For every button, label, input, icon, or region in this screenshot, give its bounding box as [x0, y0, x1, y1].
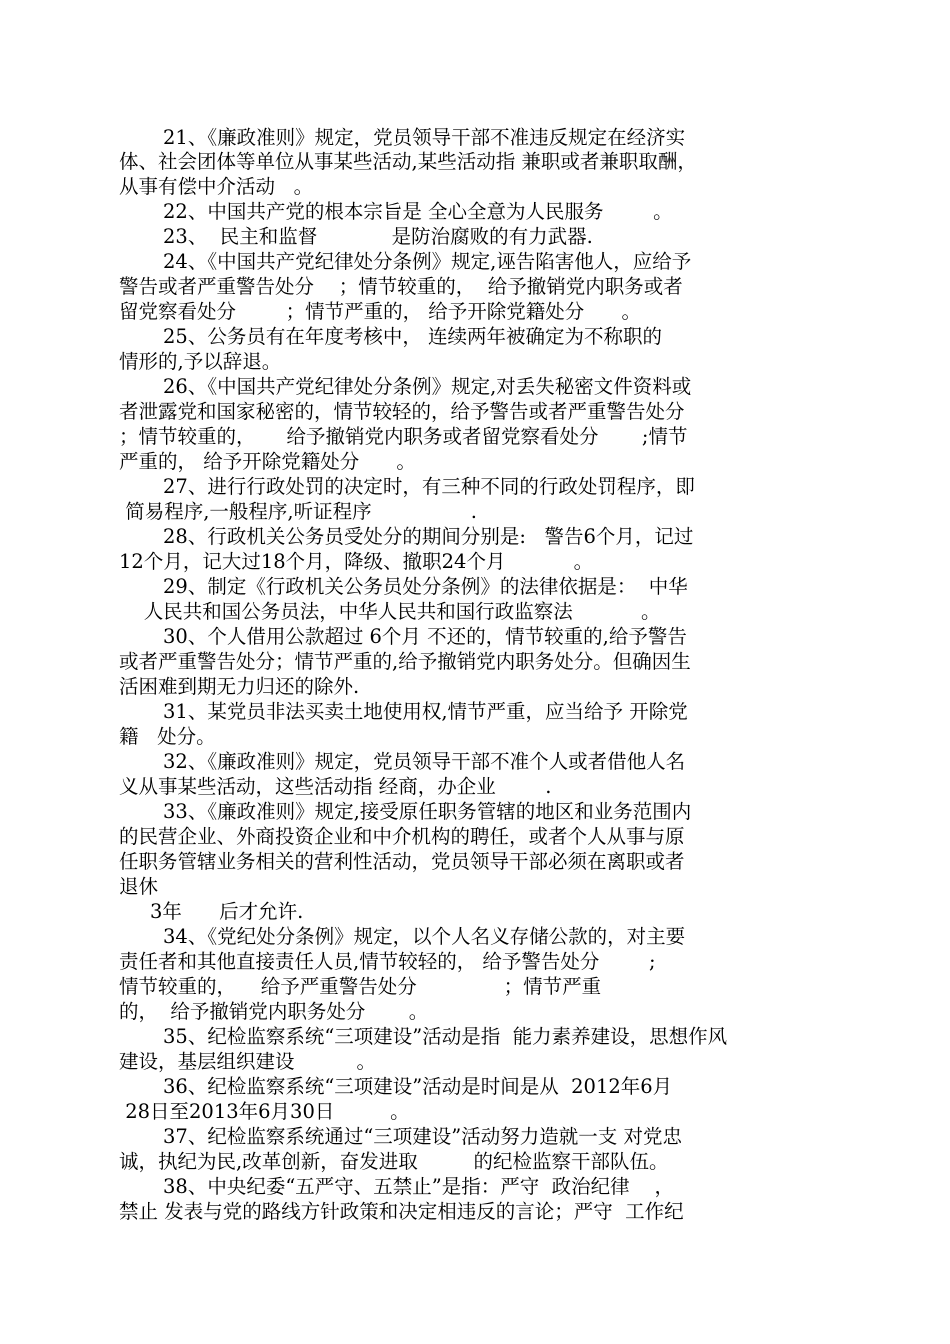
- text-line: 29、制定《行政机关公务员处分条例》的法律依据是： 中华: [163, 575, 688, 598]
- text-line: 严重的， 给予开除党籍处分 。: [119, 450, 416, 473]
- text-line: 21、《廉政准则》规定，党员领导干部不准违反规定在经济实: [163, 126, 686, 149]
- text-line: 3年 后才允许.: [119, 900, 304, 923]
- text-line: 28、行政机关公务员受处分的期间分别是: 警告6个月，记过: [163, 525, 694, 548]
- text-line: 26、《中国共产党纪律处分条例》规定,对丢失秘密文件资料或: [163, 375, 692, 398]
- text-line: ；情节较重的， 给予撤销党内职务或者留党察看处分 ;情节: [119, 425, 688, 448]
- text-line: 简易程序,一般程序,听证程序 .: [119, 500, 477, 523]
- text-line: 31、某党员非法买卖土地使用权,情节严重，应当给予 开除党: [163, 700, 688, 723]
- text-line: 籍 处分。: [119, 725, 216, 748]
- text-line: 28日至2013年6月30日 。: [119, 1100, 410, 1123]
- text-line: 活困难到期无力归还的除外.: [119, 675, 360, 698]
- text-line: 35、纪检监察系统“三项建设”活动是指 能力素养建设，思想作风: [163, 1025, 728, 1048]
- text-line: 36、纪检监察系统“三项建设”活动是时间是从 2012年6月: [163, 1075, 673, 1098]
- text-line: 24、《中国共产党纪律处分条例》规定,诬告陷害他人，应给予: [163, 250, 692, 273]
- text-line: 37、纪检监察系统通过“三项建设”活动努力造就一支 对党忠: [163, 1125, 682, 1148]
- text-line: 警告或者严重警告处分 ；情节较重的， 给予撤销党内职务或者: [119, 275, 683, 298]
- text-line: 退休: [119, 875, 159, 898]
- text-line: 体、社会团体等单位从事某些活动,某些活动指 兼职或者兼职取酬，: [119, 150, 697, 173]
- text-line: 22、中国共产党的根本宗旨是 全心全意为人民服务 。: [163, 200, 673, 223]
- text-line: 27、进行行政处罚的决定时，有三种不同的行政处罚程序，即: [163, 475, 695, 498]
- text-line: 38、中央纪委“五严守、五禁止”是指：严守 政治纪律 ，: [163, 1175, 674, 1198]
- text-line: 12个月，记大过18个月，降级、撤职24个月 。: [119, 550, 594, 573]
- text-line: 30、个人借用公款超过 6个月 不还的，情节较重的,给予警告: [163, 625, 687, 648]
- text-line: 的民营企业、外商投资企业和中介机构的聘任，或者个人从事与原: [119, 825, 685, 848]
- text-line: 建设，基层组织建设 。: [119, 1050, 376, 1073]
- text-line: 或者严重警告处分；情节严重的,给予撤销党内职务处分。但确因生: [119, 650, 691, 673]
- text-line: 情节较重的， 给予严重警告处分 ；情节严重: [119, 975, 602, 998]
- text-line: 义从事某些活动，这些活动指 经商，办企业 .: [119, 775, 552, 798]
- text-line: 情形的,予以辞退。: [119, 350, 282, 373]
- text-line: 诚，执纪为民,改革创新，奋发进取 的纪检监察干部队伍。: [119, 1150, 669, 1173]
- text-line: 32、《廉政准则》规定，党员领导干部不准个人或者借他人名: [163, 750, 686, 773]
- text-line: 留党察看处分 ；情节严重的， 给予开除党籍处分 。: [119, 300, 641, 323]
- text-line: 33、《廉政准则》规定,接受原任职务管辖的地区和业务范围内: [163, 800, 692, 823]
- text-line: 从事有偿中介活动 。: [119, 175, 314, 198]
- text-line: 禁止 发表与党的路线方针政策和决定相违反的言论；严守 工作纪: [119, 1200, 684, 1223]
- text-line: 23、 民主和监督 是防治腐败的有力武器.: [163, 225, 593, 248]
- text-line: 25、公务员有在年度考核中， 连续两年被确定为不称职的: [163, 325, 663, 348]
- text-line: 34、《党纪处分条例》规定，以个人名义存储公款的，对主要: [163, 925, 686, 948]
- text-line: 的， 给予撤销党内职务处分 。: [119, 1000, 429, 1023]
- text-line: 责任者和其他直接责任人员,情节较轻的， 给予警告处分 ;: [119, 950, 656, 973]
- text-line: 者泄露党和国家秘密的，情节较轻的，给予警告或者严重警告处分: [119, 400, 685, 423]
- text-line: 人民共和国公务员法，中华人民共和国行政监察法 。: [119, 600, 661, 623]
- text-line: 任职务管辖业务相关的营利性活动，党员领导干部必须在离职或者: [119, 850, 685, 873]
